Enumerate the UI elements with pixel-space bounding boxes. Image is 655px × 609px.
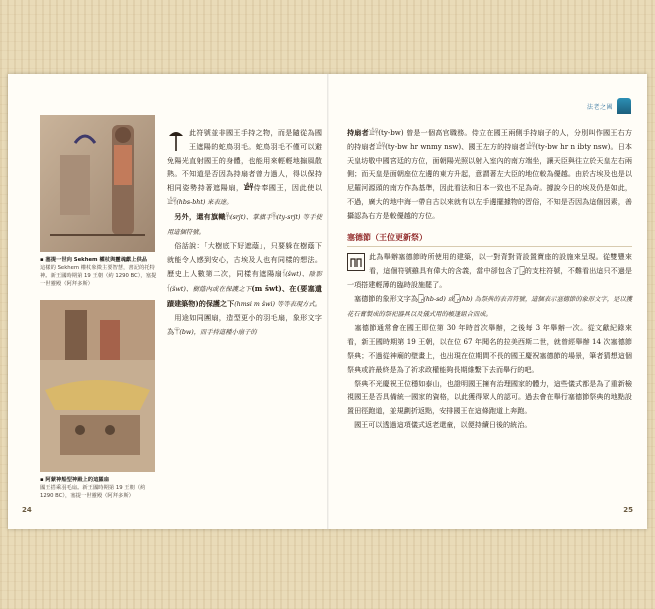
left-p1-text: 此符號並非國王手持之物，而是隨從為國王遮陽的蛇鳥羽毛。蛇鳥羽毛不僅可以避免陽光直射國王的身體，也能用來輕輕地搧風散熱。不知道是否因為持扇者曾力過人，得以保持相同姿勢持著遮陽扇， [167,128,322,193]
caption-top-body: 這樣的 Sekhem 權杖象徵主要智慧，書記的托特神。新王國時期第 19 王朝（約 1290 BC），塞提一世靈殿（阿拜多斯） [40,265,157,287]
left-paragraph-4 [167,311,322,340]
book-spread [8,74,647,529]
caption-top [40,256,160,288]
caption-bottom-body: 國王搭乘羽毛扇。新王國時期第 19 王朝（約 1290 BC），塞提一世靈殿（阿拜多斯） [40,485,146,499]
bearer-glyph: 𓀀𓋹 [243,183,253,193]
caption-bottom [40,476,160,500]
left-p1b-text: 侍奉國王，因此使以 [253,183,323,193]
sed-p3-text: 塞德節通常會在國王即位第 30 年時首次舉辦，之後每 3 年舉辦一次。從文獻紀錄來看，新王國時期第 19 王朝，以在位 67 年聞名的拉美西斯二世，就曾經舉辦 14 次塞德節祭典；不過從神廟的壁畫上，也出現在位期間不長的國王慶祝塞德節的場景，筆者猜想這個祭典或許最終是為了祈求政權能夠長期維繫下去而舉行的吧。 [347,323,632,374]
left-paragraph-3 [167,239,322,311]
relief-photo-sekhem [40,115,155,252]
right-intro-paragraph [347,126,632,223]
sed-p5-text: 國王可以透過這項儀式返老還童，以便持續日後的統治。 [354,419,532,429]
bearer-glyph-2: 𓀀𓋹 [167,196,177,206]
sed-paragraph-5 [347,418,632,432]
left-p3d-text: (m šwt)、在(要塞遺蹟建築物)的保護之下 [167,283,323,308]
page-number-left: 24 [22,506,32,514]
sed-paragraph-4 [347,377,632,418]
sed-paragraph-2 [347,292,632,322]
left-p3-text: 俗話說：「大樹底下好遮蔭」，只要躲在樹蔭下就能令人感到安心，古埃及人也有同樣的想法。歷史上人數第二次，同樣有遮陽扇 [167,241,323,278]
caption-top-title: ▪ 塞提一世向 Sekhem 權杖與靈魂獻上供品 [40,257,148,263]
sed-p4-text: 祭典不光慶祝王位穩如泰山，也證明國王擁有治理國家的體力，這些儀式都是為了重新檢視國王是否具備統一國家的資格，以此獲得眾人的認可。過去會在舉行塞德節祭典的地點設置田徑跑道，並規劃折返點，安排國王在這條跑道上奔跑。 [347,378,633,416]
pillar-glyph: 𓉗 [519,266,525,276]
sed-p2-text: 塞德節的象形文字為 [354,293,418,303]
bearer-glyph-3: 𓀀𓋹 [368,128,379,137]
caption-bottom-title: ▪ 阿蒙神船型神殿上的這羅扇 [40,477,109,483]
standard-glyph: 𓋹𓏤 [225,211,231,221]
right-intro-d: (ty-bw hr n ibty nsw)。日本天皇坊敬中國宮廷的方位，面朝陽光照以射入室內的南方端坐，讓天臣與往立於天皇左右兩側；而天皇是面朝座位左邊的東方升起，意謂著左大臣的地位較為優越。由於古埃及也是以尼羅河源頭的南方作為基準，因此看法和日本一致也不足為奇。據說今日的埃及仍是如此，不過，廣大的地中海一帶自古以來就有以左手邊擺據物的習俗，不知是否因為這個因素，善攝認為右方是較優越的方位。 [347,141,632,220]
right-intro-a: 持扇者 [347,128,369,137]
sed-glyph: 𓉗 [417,293,424,303]
sed-p1b-text: 的支柱符號，不難看出這只不過是一項搭建輕薄的臨時設施罷了。 [347,266,632,289]
sed-pavilion-hieroglyph-icon [347,253,365,271]
chapter-mark-label: 法老之國 [586,103,613,111]
left-p3b-text: (šwt)、陰影 [285,270,322,278]
bearer-glyph-5: 𓀀𓋹 [525,141,536,151]
sed-glyph-2: 𓉗 [454,293,460,303]
left-paragraph-2 [167,210,322,240]
section-title-sed: 塞德節（王位更新祭） [347,231,632,248]
shade-glyph: 𓆳 [282,268,286,278]
page-number-right: 25 [623,506,633,514]
small-fan-glyph: 𓋺 [174,327,180,337]
left-p2b-text: (srjt)、掌旗手 [230,213,273,221]
relief-photo-barque [40,300,155,472]
left-p1c-text: (hbs-bht) 來表達。 [176,198,233,206]
sed-paragraph-3 [347,321,632,376]
left-p4-text: 用途如同團扇，造型更小的羽毛扇，象形文字為 [167,313,323,337]
standard-glyph-2: 𓋹𓏤 [272,211,277,221]
chapter-emblem-icon [617,98,631,114]
left-p2c-text: (ty-srjt) 等手使用這個符號。 [167,213,323,236]
left-p3e-text: (hmsi m šwi) 等等表現方式。 [234,300,322,308]
left-p2-text: 另外，還有旗幟 [174,211,226,221]
right-intro-b: (ty-bw) 曾是一個高官職務。侍立在國王兩側手持扇子的人，分別叫作國王右方的持扇者 [347,128,633,151]
chapter-mark [587,98,631,114]
left-paragraph-1 [167,126,322,210]
left-p4b-text: (bw)，而手持這種小扇子的 [179,329,257,337]
sed-p1-text: 此為舉辦塞德節時所使用的建築，以一對背對背設置寶座的設施來呈現。從雙豐來看，這個符號雖具有偉大的含義，當中卻包含了 [369,252,632,276]
left-p3c-text: (šwt)、樹蔭內或在保護之下 [169,285,252,293]
shade-glyph-2: 𓆳 [167,283,170,293]
right-intro-c: (ty-bw hr wnmy nsw)、國王左方的持扇者 [385,141,526,151]
left-text-column [167,126,322,340]
bearer-glyph-4: 𓀀𓋹 [375,141,386,151]
book-gutter [327,74,329,529]
right-text-column [347,126,632,432]
fan-hieroglyph-icon [167,130,185,152]
sed-paragraph-1 [347,250,632,291]
sed-p2b-text: (hb-sd) 或 [423,295,455,303]
sed-p2c-text: (hb) 為祭典的表音符號，這個表示塞德節的象形文字，是以獲花石膏製成的祭祀器具以及儀式用的帳篷組合而成。 [347,295,633,318]
